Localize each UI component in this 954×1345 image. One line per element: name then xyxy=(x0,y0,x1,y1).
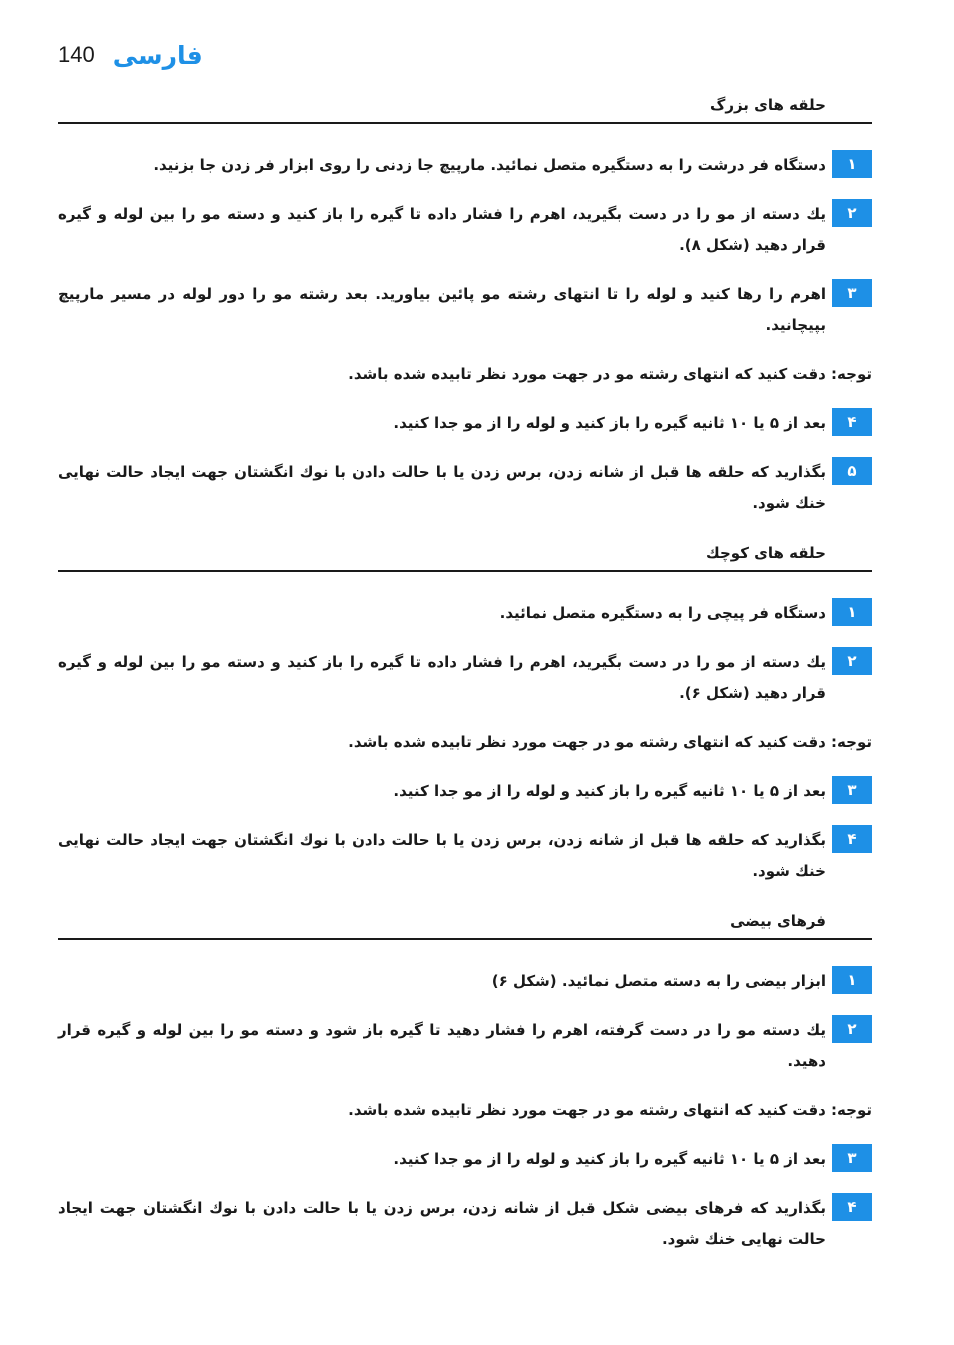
step-number-badge: ۱ xyxy=(832,150,872,178)
section-title: حلقه های بزرگ xyxy=(709,96,826,114)
instruction-step xyxy=(58,1193,872,1255)
section-divider xyxy=(58,122,872,124)
step-text: یك دسته از مو را در دست بگیرید، اهرم را فشار داده تا گیره را باز کنید و دسته مو را بین لوله و گیره قرار دهید (شکل ۶). xyxy=(58,653,826,702)
step-number-badge: ۳ xyxy=(832,1144,872,1172)
instruction-step xyxy=(58,1015,872,1077)
step-number-badge: ۵ xyxy=(832,457,872,485)
section-divider xyxy=(58,938,872,940)
step-number-badge: ۴ xyxy=(832,1193,872,1221)
step-text: اهرم را رها کنید و لوله را تا انتهای رشته مو پائین بیاورید. بعد رشته مو را دور لوله در مسیر مارپیچ بپیچانید. xyxy=(58,285,826,334)
step-number-badge: ۱ xyxy=(832,598,872,626)
step-number-badge: ۲ xyxy=(832,1015,872,1043)
instruction-step xyxy=(58,598,872,629)
note-text: توجه: دقت کنید که انتهای رشته مو در جهت مورد نظر تابیده شده باشد. xyxy=(348,1101,872,1119)
instruction-step xyxy=(58,150,872,181)
step-text: بگذارید که حلقه ها قبل از شانه زدن، برس زدن یا با حالت دادن با نوك انگشتان جهت ایجاد حالت نهایی خنك شود. xyxy=(58,463,826,512)
instruction-step xyxy=(58,647,872,709)
instruction-step xyxy=(58,1144,872,1175)
language-title: فارسی xyxy=(112,40,203,70)
step-number-badge: ۳ xyxy=(832,279,872,307)
section-large-curls xyxy=(58,92,872,537)
step-text: بگذارید که حلقه ها قبل از شانه زدن، برس زدن یا با حالت دادن با نوك انگشتان جهت ایجاد حالت نهایی خنك شود. xyxy=(58,831,826,880)
section-divider xyxy=(58,570,872,572)
step-text: بعد از ۵ یا ۱۰ ثانیه گیره را باز کنید و لوله را از مو جدا کنید. xyxy=(393,782,826,800)
page-number: 140 xyxy=(58,42,95,67)
step-text: ابزار بیضی را به دسته متصل نمائید. (شکل ۶) xyxy=(491,972,826,990)
step-number-badge: ۲ xyxy=(832,647,872,675)
step-text: دستگاه فر پیچی را به دستگیره متصل نمائید. xyxy=(499,604,826,622)
instruction-step xyxy=(58,279,872,341)
step-number-badge: ۱ xyxy=(832,966,872,994)
note-text: توجه: دقت کنید که انتهای رشته مو در جهت مورد نظر تابیده شده باشد. xyxy=(348,365,872,383)
instruction-step xyxy=(58,457,872,519)
instruction-list xyxy=(58,966,872,1255)
instruction-step xyxy=(58,408,872,439)
instruction-step xyxy=(58,199,872,261)
step-text: بعد از ۵ یا ۱۰ ثانیه گیره را باز کنید و لوله را از مو جدا کنید. xyxy=(393,414,826,432)
instruction-list xyxy=(58,598,872,887)
step-text: بگذارید که فرهای بیضی شکل قبل از شانه زدن، برس زدن یا با حالت دادن با نوك انگشتان جهت ایجاد حالت نهایی خنك شود. xyxy=(58,1199,826,1248)
section-title: فرهای بیضی xyxy=(730,912,826,930)
step-number-badge: ۳ xyxy=(832,776,872,804)
step-number-badge: ۴ xyxy=(832,408,872,436)
note-text: توجه: دقت کنید که انتهای رشته مو در جهت مورد نظر تابیده شده باشد. xyxy=(348,733,872,751)
instruction-step xyxy=(58,776,872,807)
step-text: دستگاه فر درشت را به دستگیره متصل نمائید. مارپیچ جا زدنی را روی ابزار فر زدن جا بزنید. xyxy=(153,156,826,174)
instruction-step xyxy=(58,966,872,997)
instruction-list xyxy=(58,150,872,519)
step-number-badge: ۴ xyxy=(832,825,872,853)
step-text: بعد از ۵ یا ۱۰ ثانیه گیره را باز کنید و لوله را از مو جدا کنید. xyxy=(393,1150,826,1168)
section-small-curls xyxy=(58,540,872,905)
instruction-step xyxy=(58,825,872,887)
step-number-badge: ۲ xyxy=(832,199,872,227)
section-title: حلقه های کوچك xyxy=(706,544,826,562)
step-text: یك دسته از مو را در دست بگیرید، اهرم را فشار داده تا گیره را باز کنید و دسته مو را بین لوله و گیره قرار دهید (شکل ۸). xyxy=(58,205,826,254)
section-oval-curls xyxy=(58,908,872,1273)
step-text: یك دسته مو را در دست گرفته، اهرم را فشار دهید تا گیره باز شود و دسته مو را بین لوله و گیره قرار دهید. xyxy=(58,1021,826,1070)
page-header xyxy=(58,38,203,72)
